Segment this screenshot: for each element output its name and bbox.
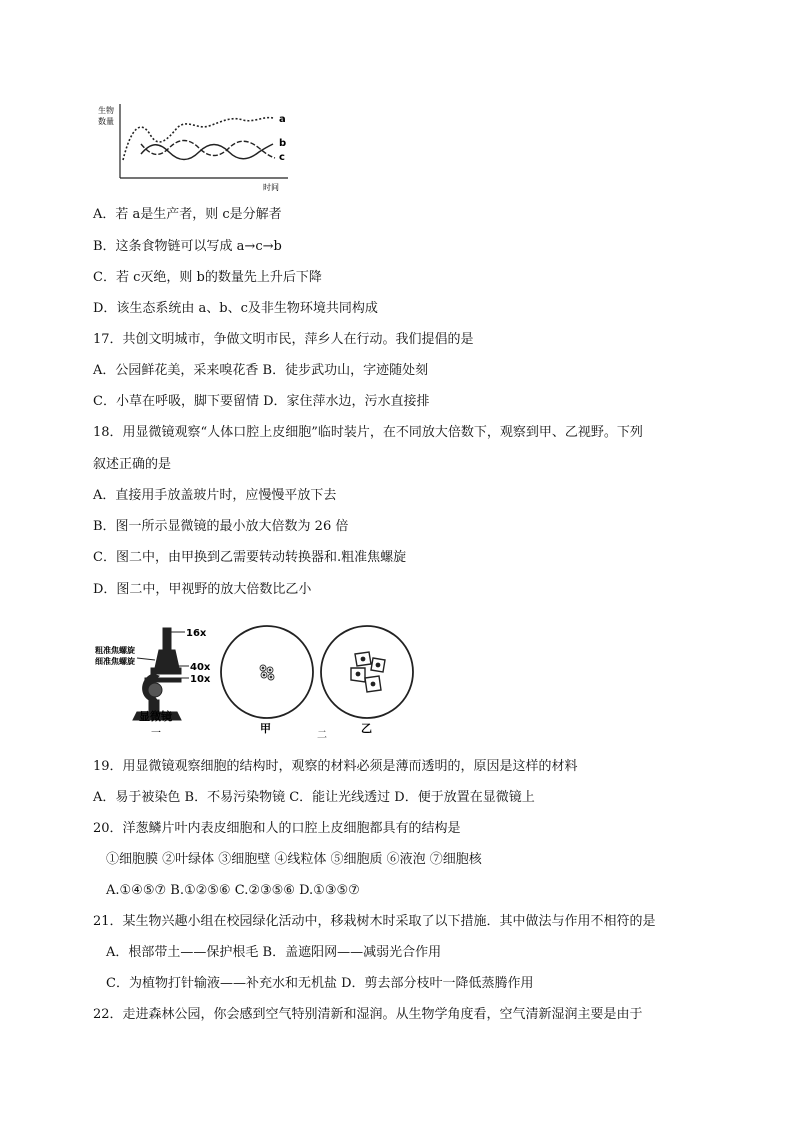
objective-low-label: 10x bbox=[190, 674, 211, 685]
microscope-label: 显微镜 bbox=[139, 710, 172, 723]
view-yi-label: 乙 bbox=[361, 722, 372, 735]
view-yi-circle bbox=[321, 626, 413, 718]
y-axis-label-2: 数量 bbox=[98, 117, 114, 126]
q18-option-a: A．直接用手放盖玻片时，应慢慢平放下去 bbox=[93, 488, 337, 503]
q18-stem-line1: 18．用显微镜观察“人体口腔上皮细胞”临时装片，在不同放大倍数下，观察到甲、乙视野。下列 bbox=[93, 425, 643, 440]
x-axis-label: 时间 bbox=[263, 183, 279, 192]
curve-b bbox=[141, 144, 273, 160]
figure-two-label: 二 bbox=[317, 730, 327, 740]
q17-options-row1: A．公园鲜花美，采来嗅花香 B．徒步武功山，字迹随处刻 bbox=[93, 363, 429, 378]
q18-option-b: B．图一所示显微镜的最小放大倍数为 26 倍 bbox=[93, 519, 349, 534]
q16-option-c: C．若 c灭绝，则 b的数量先上升后下降 bbox=[93, 270, 322, 285]
q21-stem: 21．某生物兴趣小组在校园绿化活动中，移栽树木时采取了以下措施．其中做法与作用不相符的是 bbox=[93, 914, 656, 929]
microscope-figure bbox=[93, 620, 423, 740]
curve-b-label: b bbox=[279, 138, 287, 149]
eyepiece-label: 16x bbox=[186, 628, 207, 639]
objective-high-label: 40x bbox=[190, 662, 211, 673]
figure-one-label: 一 bbox=[151, 728, 161, 739]
q18-stem-line2: 叙述正确的是 bbox=[93, 457, 172, 472]
q19-options: A．易于被染色 B．不易污染物镜 C．能让光线透过 D．便于放置在显微镜上 bbox=[93, 790, 535, 805]
population-graph bbox=[93, 98, 293, 194]
y-axis-label-1: 生物 bbox=[98, 106, 114, 115]
q20-items: ①细胞膜 ②叶绿体 ③细胞壁 ④线粒体 ⑤细胞质 ⑥液泡 ⑦细胞核 bbox=[106, 852, 482, 867]
q16-option-b: B．这条食物链可以写成 a→c→b bbox=[93, 239, 282, 254]
q20-stem: 20．洋葱鳞片叶内表皮细胞和人的口腔上皮细胞都具有的结构是 bbox=[93, 821, 461, 836]
q16-option-d: D．该生态系统由 a、b、c及非生物环境共同构成 bbox=[93, 301, 378, 316]
fine-knob-label: 细准焦螺旋 bbox=[95, 657, 135, 666]
q17-stem: 17．共创文明城市，争做文明市民，萍乡人在行动。我们提倡的是 bbox=[93, 332, 474, 347]
coarse-knob-label: 粗准焦螺旋 bbox=[95, 646, 135, 655]
knob-pointer bbox=[137, 658, 155, 660]
q18-option-c: C．图二中，由甲换到乙需要转动转换器和.粗准焦螺旋 bbox=[93, 550, 407, 565]
q21-options-row1: A．根部带土——保护根毛 B．盖遮阳网——减弱光合作用 bbox=[106, 945, 442, 960]
view-yi-cells bbox=[351, 652, 385, 692]
q17-options-row2: C．小草在呼吸，脚下要留情 D．家住萍水边，污水直接排 bbox=[93, 394, 430, 409]
view-jia-circle bbox=[221, 626, 313, 718]
q20-options: A.①④⑤⑦ B.①②⑤⑥ C.②③⑤⑥ D.①③⑤⑦ bbox=[106, 883, 360, 898]
microscope-drawing bbox=[133, 628, 181, 720]
q21-options-row2: C．为植物打针输液——补充水和无机盐 D．剪去部分枝叶一降低蒸腾作用 bbox=[106, 976, 534, 991]
q16-option-a: A．若 a是生产者，则 c是分解者 bbox=[93, 207, 282, 222]
q22-stem: 22．走进森林公园，你会感到空气特别清新和湿润。从生物学角度看，空气清新湿润主要是由于 bbox=[93, 1007, 643, 1022]
view-jia-label: 甲 bbox=[260, 722, 271, 735]
curve-c-label: c bbox=[279, 152, 285, 163]
q19-stem: 19．用显微镜观察细胞的结构时，观察的材料必须是薄而透明的，原因是这样的材料 bbox=[93, 759, 578, 774]
view-jia-cells bbox=[260, 665, 274, 680]
q18-option-d: D．图二中，甲视野的放大倍数比乙小 bbox=[93, 582, 312, 597]
curve-a-label: a bbox=[279, 114, 286, 125]
